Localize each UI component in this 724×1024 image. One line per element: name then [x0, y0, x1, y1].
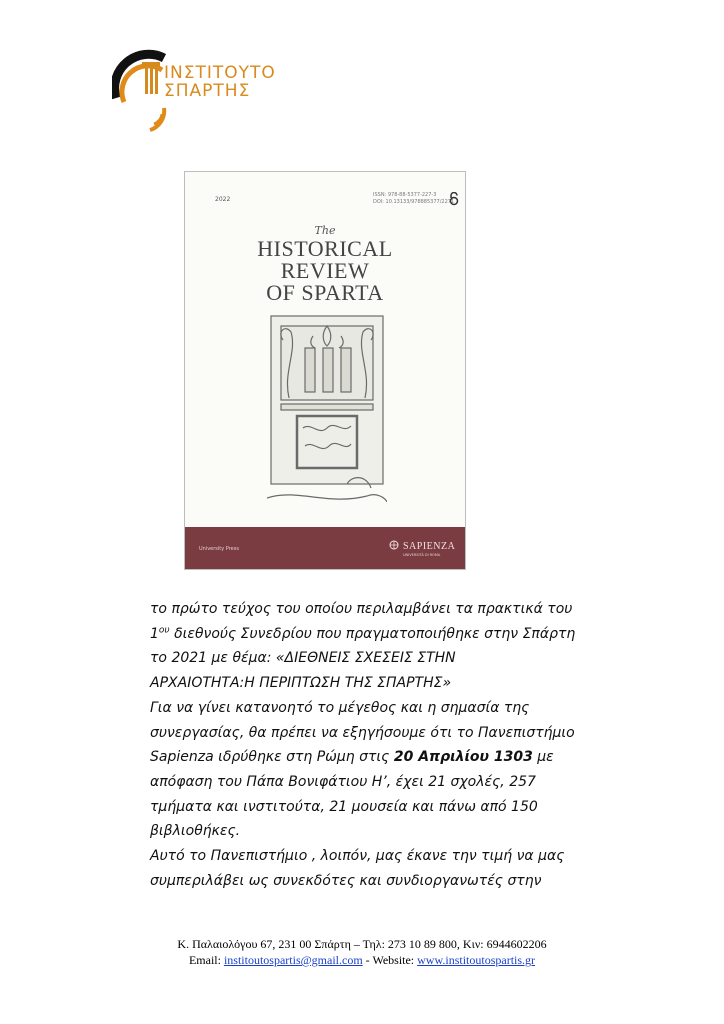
cover-title-line: OF SPARTA	[266, 280, 384, 305]
cover-doi: DOI: 10.13133/978885377/2271	[373, 199, 455, 205]
journal-cover-image	[184, 171, 466, 570]
sapienza-emblem-icon	[389, 539, 399, 551]
text-line: συνεργασίας, θα πρέπει να εξηγήσουμε ότι το Πανεπιστήμιο	[150, 724, 575, 741]
text-line: Για να γίνει κατανοητό το μέγεθος και η σημασία της	[150, 699, 530, 716]
email-link[interactable]: institoutospartis@gmail.com	[223, 953, 363, 967]
ordinal-number: 1	[150, 625, 159, 642]
cover-year: 2022	[215, 196, 231, 203]
text-line: το 2021 με θέμα: «ΔΙΕΘΝΕΙΣ ΣΧΕΣΕΙΣ ΣΤΗΝ	[150, 650, 456, 667]
text-line: το πρώτο τεύχος του οποίου περιλαμβάνει τα πρακτικά του	[150, 601, 573, 617]
cover-publisher-band	[185, 527, 465, 569]
text-line: ΑΡΧΑΙΟΤΗΤΑ:Η ΠΕΡΙΠΤΩΣΗ ΤΗΣ ΣΠΑΡΤΗΣ»	[150, 675, 452, 692]
body-text	[150, 597, 630, 893]
band-sapienza: SAPIENZA	[403, 541, 456, 552]
text-fragment: Sapienza ιδρύθηκε στη Ρώμη στις	[150, 749, 394, 766]
text-line: Αυτό το Πανεπιστήμιο , λοιπόν, μας έκανε την τιμή να μας	[150, 848, 565, 865]
column-emblem-icon	[112, 48, 168, 132]
cover-title-line: REVIEW	[280, 258, 370, 283]
institute-logo	[112, 48, 292, 132]
text-line: τμήματα και ινστιτούτα, 21 μουσεία και πάνω από 150	[150, 798, 538, 815]
footer-contact	[0, 952, 724, 968]
logo-text-line2: ΣΠΑΡΤΗΣ	[164, 81, 251, 101]
cover-issn: ISSN: 978-88-5377-227-3	[373, 192, 437, 198]
stele-illustration	[267, 312, 387, 512]
page-footer	[0, 936, 724, 968]
band-sapienza-sub: UNIVERSITÀ DI ROMA	[403, 553, 441, 557]
text-line: βιβλιοθήκες.	[150, 823, 241, 840]
band-left-text: University Press	[199, 546, 239, 552]
text-line: απόφαση του Πάπα Βονιφάτιου Η’, έχει 21 σχολές, 257	[150, 773, 536, 790]
footer-email-label: Email:	[188, 953, 224, 967]
cover-title-line: HISTORICAL	[257, 236, 393, 261]
cover-title	[185, 238, 465, 304]
footer-address: Κ. Παλαιολόγου 67, 231 00 Σπάρτη – Τηλ: 273 10 89 800, Κιν: 6944602206	[177, 937, 547, 951]
ordinal-suffix: ου	[158, 625, 170, 636]
website-link[interactable]: www.institoutospartis.gr	[417, 953, 536, 967]
text-fragment: με	[532, 749, 554, 766]
cover-issn-doi	[373, 192, 454, 206]
text-line: συμπεριλάβει ως συνεκδότες και συνδιοργανωτές στην	[150, 872, 542, 889]
logo-text-line1: ΙΝΣΤΙΤΟΥΤΟ	[164, 63, 276, 83]
founding-date: 20 Απριλίου 1303	[393, 749, 533, 766]
cover-title-the: The	[314, 224, 336, 237]
text-fragment: διεθνούς Συνεδρίου που πραγματοποιήθηκε στην Σπάρτη	[169, 625, 576, 642]
open-access-icon	[449, 192, 459, 206]
text-line	[150, 622, 630, 647]
footer-separator: - Website:	[362, 953, 418, 967]
text-line	[150, 745, 630, 770]
